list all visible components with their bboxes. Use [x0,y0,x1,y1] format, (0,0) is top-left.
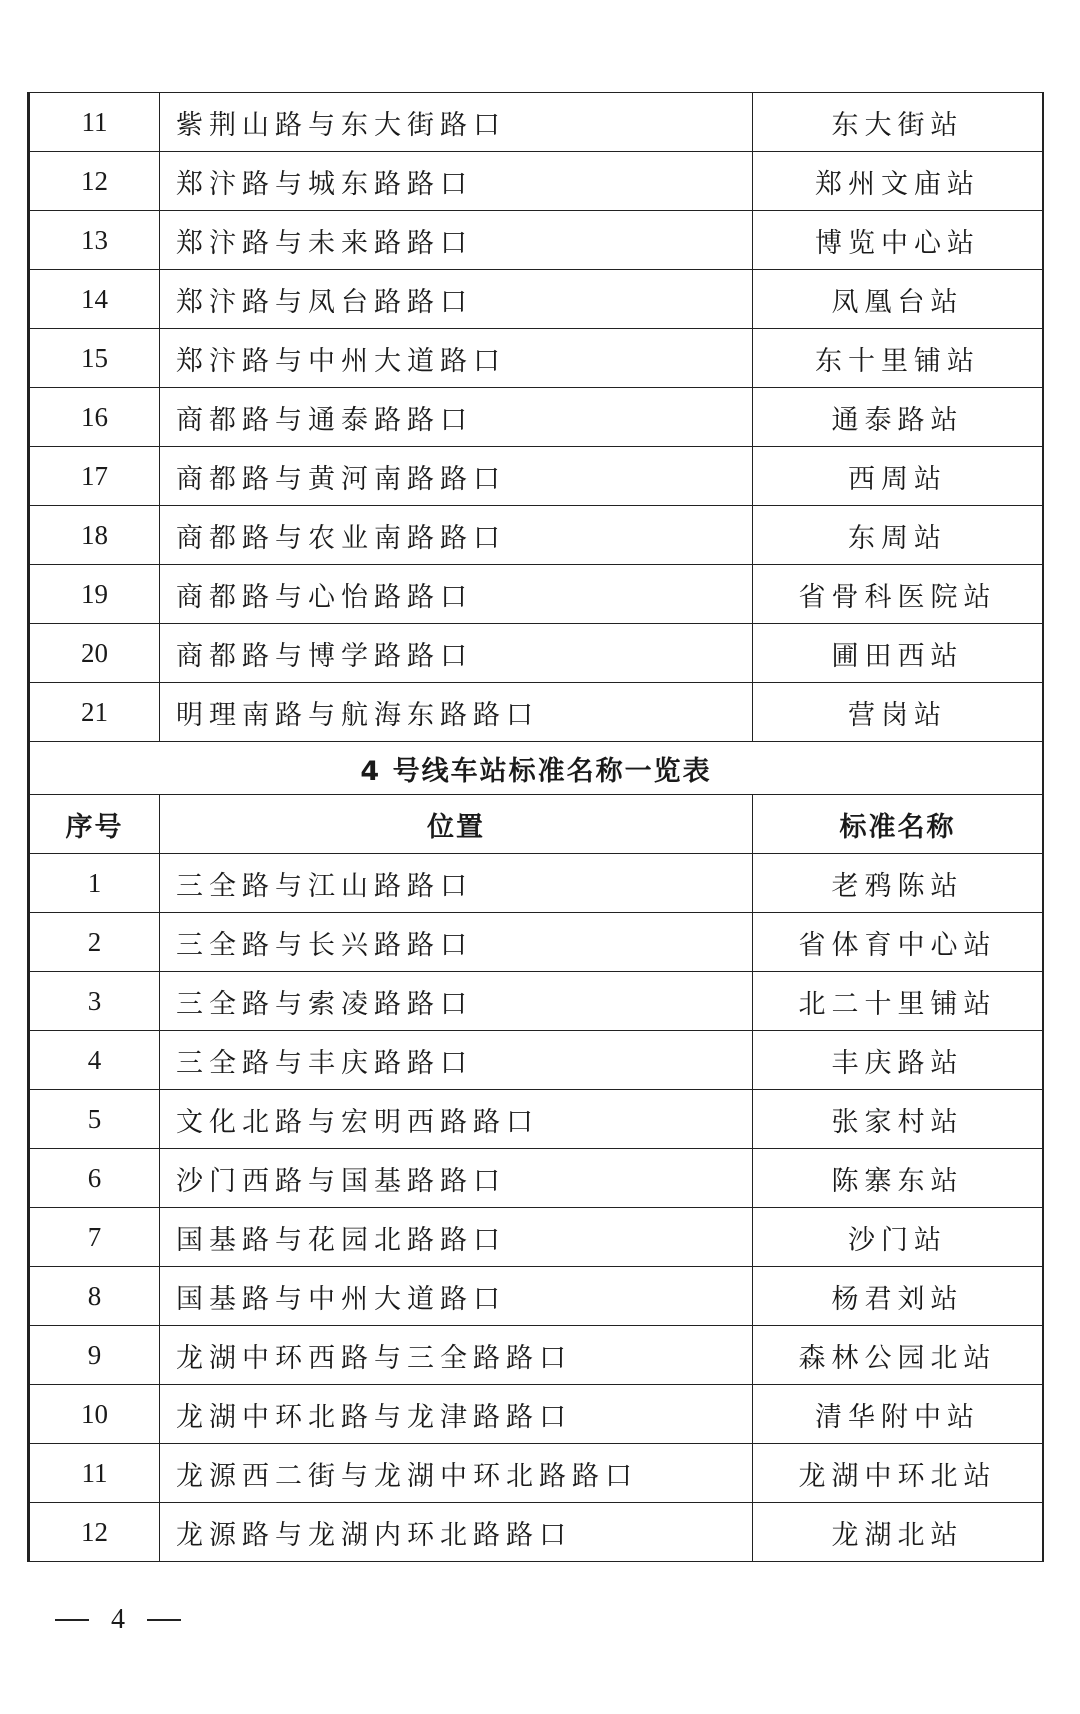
row-location: 商都路与博学路路口 [160,624,753,683]
row-standard-name: 沙门站 [753,1208,1043,1267]
row-location: 龙湖中环北路与龙津路路口 [160,1385,753,1444]
table-row [30,683,1043,742]
row-location: 郑汴路与中州大道路口 [160,329,753,388]
table-row [30,1267,1043,1326]
row-location: 龙源西二街与龙湖中环北路路口 [160,1444,753,1503]
row-location: 郑汴路与未来路路口 [160,211,753,270]
row-location: 郑汴路与凤台路路口 [160,270,753,329]
table-row [30,1444,1043,1503]
table-row [30,1503,1043,1562]
row-serial-number: 2 [30,913,160,972]
table-row [30,447,1043,506]
header-serial-number: 序号 [30,795,160,854]
row-location: 三全路与索凌路路口 [160,972,753,1031]
row-serial-number: 5 [30,1090,160,1149]
row-serial-number: 1 [30,854,160,913]
table-row [30,1326,1043,1385]
row-standard-name: 龙湖中环北站 [753,1444,1043,1503]
table-row [30,1090,1043,1149]
station-table-container [27,92,1044,1562]
table-row [30,854,1043,913]
row-standard-name: 陈寨东站 [753,1149,1043,1208]
row-serial-number: 17 [30,447,160,506]
station-table [29,92,1043,1562]
row-standard-name: 龙湖北站 [753,1503,1043,1562]
row-serial-number: 8 [30,1267,160,1326]
row-standard-name: 通泰路站 [753,388,1043,447]
table-row [30,1385,1043,1444]
row-location: 三全路与江山路路口 [160,854,753,913]
row-serial-number: 19 [30,565,160,624]
table-row [30,972,1043,1031]
row-location: 国基路与花园北路路口 [160,1208,753,1267]
row-location: 龙源路与龙湖内环北路路口 [160,1503,753,1562]
table-row [30,1031,1043,1090]
row-location: 龙湖中环西路与三全路路口 [160,1326,753,1385]
table-row [30,565,1043,624]
row-serial-number: 16 [30,388,160,447]
row-location: 国基路与中州大道路口 [160,1267,753,1326]
row-standard-name: 杨君刘站 [753,1267,1043,1326]
table-row [30,506,1043,565]
row-serial-number: 18 [30,506,160,565]
page-footer [55,1604,181,1636]
row-serial-number: 3 [30,972,160,1031]
table-row [30,329,1043,388]
row-location: 三全路与长兴路路口 [160,913,753,972]
row-standard-name: 省体育中心站 [753,913,1043,972]
row-location: 商都路与农业南路路口 [160,506,753,565]
row-serial-number: 12 [30,152,160,211]
row-serial-number: 20 [30,624,160,683]
row-serial-number: 12 [30,1503,160,1562]
row-serial-number: 6 [30,1149,160,1208]
section-title-row [30,742,1043,795]
row-location: 商都路与黄河南路路口 [160,447,753,506]
row-location: 紫荆山路与东大街路口 [160,93,753,152]
table-row [30,152,1043,211]
row-standard-name: 省骨科医院站 [753,565,1043,624]
row-serial-number: 10 [30,1385,160,1444]
row-standard-name: 圃田西站 [753,624,1043,683]
line3-table-body [30,93,1043,742]
row-location: 三全路与丰庆路路口 [160,1031,753,1090]
row-location: 商都路与通泰路路口 [160,388,753,447]
table-row [30,624,1043,683]
row-standard-name: 东十里铺站 [753,329,1043,388]
row-location: 郑汴路与城东路路口 [160,152,753,211]
row-serial-number: 4 [30,1031,160,1090]
header-standard-name: 标准名称 [753,795,1043,854]
line4-section-title: 4 号线车站标准名称一览表 [30,742,1043,795]
page-number: 4 [111,1604,125,1635]
table-row [30,270,1043,329]
row-serial-number: 7 [30,1208,160,1267]
line4-table-body [30,854,1043,1562]
row-standard-name: 老鸦陈站 [753,854,1043,913]
row-serial-number: 15 [30,329,160,388]
row-standard-name: 森林公园北站 [753,1326,1043,1385]
table-row [30,1149,1043,1208]
row-standard-name: 营岗站 [753,683,1043,742]
line4-table-header [30,742,1043,854]
row-serial-number: 14 [30,270,160,329]
row-serial-number: 11 [30,1444,160,1503]
row-serial-number: 21 [30,683,160,742]
row-standard-name: 张家村站 [753,1090,1043,1149]
row-standard-name: 北二十里铺站 [753,972,1043,1031]
table-row [30,1208,1043,1267]
table-row [30,93,1043,152]
row-standard-name: 凤凰台站 [753,270,1043,329]
row-standard-name: 博览中心站 [753,211,1043,270]
row-location: 文化北路与宏明西路路口 [160,1090,753,1149]
row-standard-name: 郑州文庙站 [753,152,1043,211]
row-standard-name: 丰庆路站 [753,1031,1043,1090]
row-location: 商都路与心怡路路口 [160,565,753,624]
row-location: 沙门西路与国基路路口 [160,1149,753,1208]
row-standard-name: 西周站 [753,447,1043,506]
row-serial-number: 9 [30,1326,160,1385]
row-standard-name: 东周站 [753,506,1043,565]
table-row [30,211,1043,270]
column-header-row [30,795,1043,854]
row-serial-number: 11 [30,93,160,152]
row-standard-name: 清华附中站 [753,1385,1043,1444]
row-standard-name: 东大街站 [753,93,1043,152]
row-serial-number: 13 [30,211,160,270]
table-row [30,913,1043,972]
footer-dash-right [147,1619,181,1621]
header-location: 位置 [160,795,753,854]
row-location: 明理南路与航海东路路口 [160,683,753,742]
table-row [30,388,1043,447]
footer-dash-left [55,1619,89,1621]
